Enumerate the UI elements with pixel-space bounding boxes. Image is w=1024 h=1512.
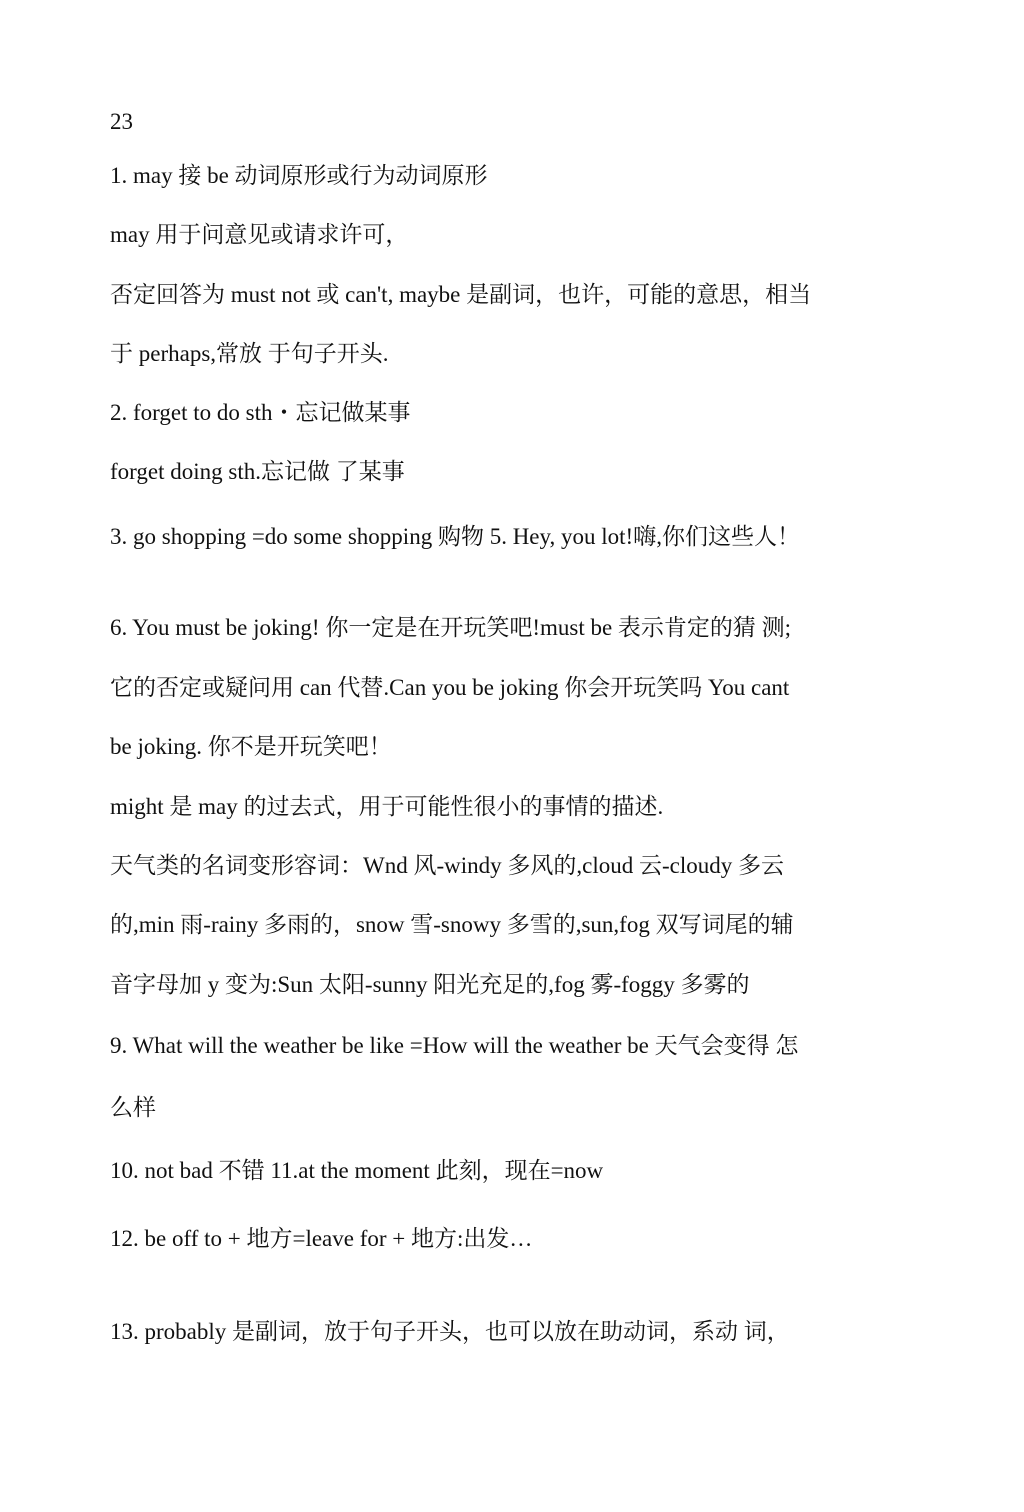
text-line: 么样 <box>110 1095 156 1120</box>
text-line: 否定回答为 must not 或 can't, maybe 是副词，也许，可能的意思，相当 <box>110 282 812 307</box>
text-line: 音字母加 y 变为:Sun 太阳-sunny 阳光充足的,fog 雾-foggy 多雾的 <box>110 972 750 997</box>
page-number: 23 <box>110 109 133 134</box>
text-line: 9. What will the weather be like =How will the weather be 天气会变得 怎 <box>110 1033 799 1058</box>
text-line: 6. You must be joking! 你一定是在开玩笑吧!must be 表示肯定的猜 测; <box>110 615 792 640</box>
text-line: 于 perhaps,常放 于句子开头. <box>110 341 389 366</box>
text-line: 12. be off to + 地方=leave for + 地方:出发… <box>110 1226 533 1251</box>
text-line: 它的否定或疑问用 can 代替.Can you be joking 你会开玩笑吗 You cant <box>110 675 790 700</box>
text-line: 10. not bad 不错 11.at the moment 此刻，现在=now <box>110 1158 604 1183</box>
text-line: 的,min 雨-rainy 多雨的，snow 雪-snowy 多雪的,sun,fog 双写词尾的辅 <box>110 912 794 937</box>
text-line: 13. probably 是副词，放于句子开头，也可以放在助动词，系动 词， <box>110 1319 790 1344</box>
text-line: be joking. 你不是开玩笑吧！ <box>110 734 392 759</box>
text-line: 2. forget to do sth・忘记做某事 <box>110 400 411 425</box>
text-line: 天气类的名词变形容词：Wnd 风-windy 多风的,cloud 云-cloudy 多云 <box>110 853 784 878</box>
text-line: 3. go shopping =do some shopping 购物 5. Hey, you lot!嗨,你们这些人！ <box>110 524 800 549</box>
text-line: may 用于问意见或请求许可， <box>110 222 409 247</box>
text-line: might 是 may 的过去式，用于可能性很小的事情的描述. <box>110 794 664 819</box>
text-line: 1. may 接 be 动词原形或行为动词原形 <box>110 163 488 188</box>
text-line: forget doing sth.忘记做 了某事 <box>110 459 405 484</box>
